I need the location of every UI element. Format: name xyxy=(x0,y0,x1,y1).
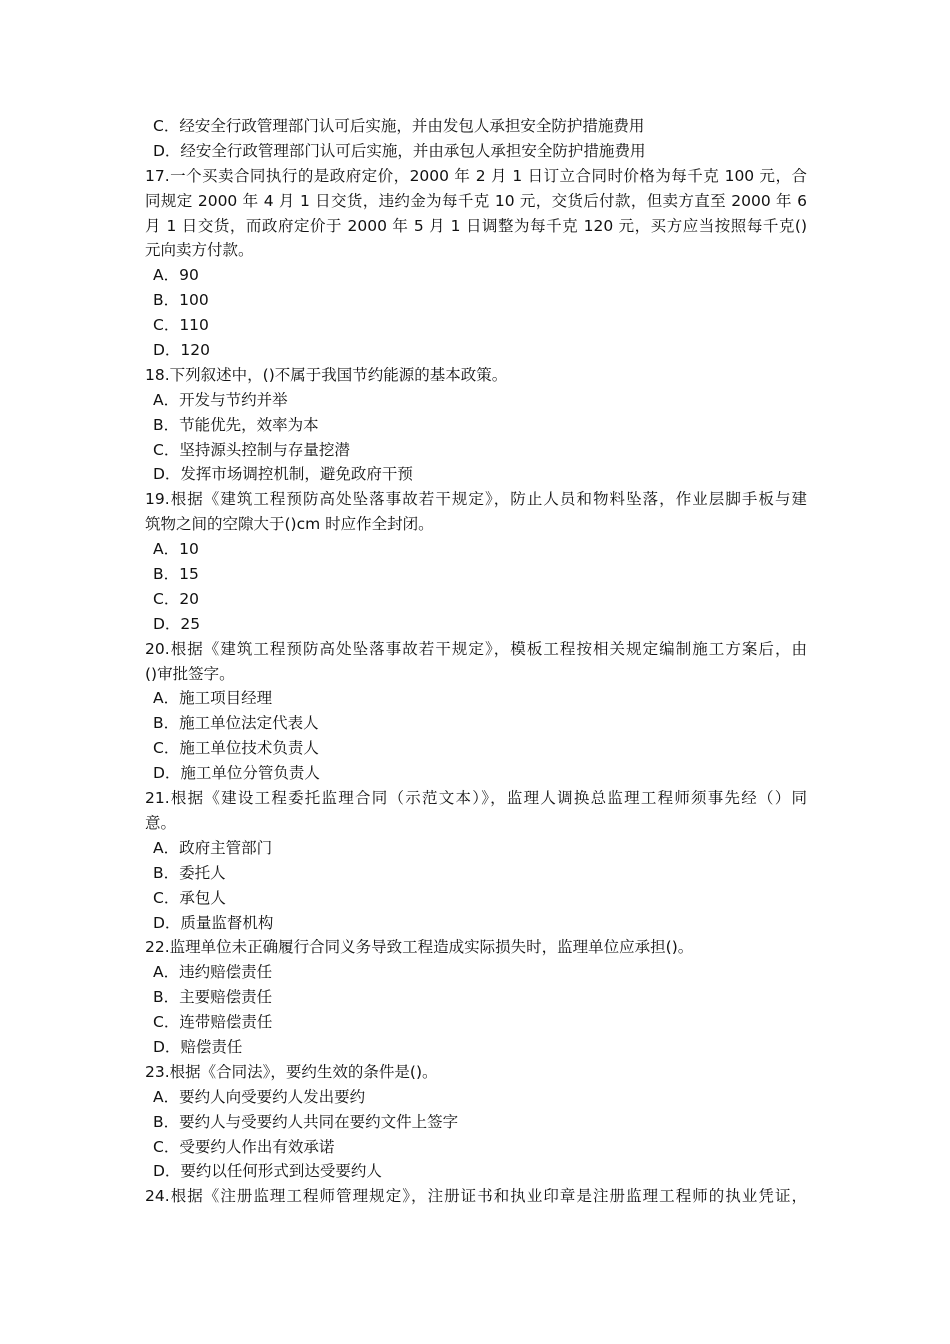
answer-option: A．违约赔偿责任 xyxy=(153,963,273,982)
answer-option: C．110 xyxy=(153,316,209,335)
answer-option: D．质量监督机构 xyxy=(153,913,274,932)
answer-option: D．发挥市场调控机制，避免政府干预 xyxy=(153,465,413,484)
question-text-line: 22.监理单位未正确履行合同义务导致工程造成实际损失时，监理单位应承担()。 xyxy=(145,938,694,957)
answer-option: C．经安全行政管理部门认可后实施，并由发包人承担安全防护措施费用 xyxy=(153,117,645,135)
answer-option: A．90 xyxy=(153,266,199,285)
question-text-line: 意。 xyxy=(145,813,177,832)
answer-option: B．要约人与受要约人共同在要约文件上签字 xyxy=(153,1112,459,1131)
answer-option: C．坚持源头控制与存量挖潜 xyxy=(153,440,350,459)
answer-option: B．15 xyxy=(153,565,199,584)
answer-option: A．10 xyxy=(153,540,199,559)
question-text-line: 20.根据《建筑工程预防高处坠落事故若干规定》，模板工程按相关规定编制施工方案后，由 xyxy=(145,639,807,658)
answer-option: D．要约以任何形式到达受要约人 xyxy=(153,1162,382,1181)
answer-option: A．开发与节约并举 xyxy=(153,390,288,409)
answer-option: B．100 xyxy=(153,291,209,310)
question-text-line: 筑物之间的空隙大于()cm 时应作全封闭。 xyxy=(145,515,434,534)
question-text-line: 18.下列叙述中，()不属于我国节约能源的基本政策。 xyxy=(145,365,508,384)
question-text-line: 21.根据《建设工程委托监理合同（示范文本）》，监理人调换总监理工程师须事先经（）同 xyxy=(145,789,807,808)
answer-option: B．主要赔偿责任 xyxy=(153,988,273,1007)
question-text-line: 19.根据《建筑工程预防高处坠落事故若干规定》，防止人员和物料坠落，作业层脚手板与建 xyxy=(145,490,807,509)
question-text-line: 月 1 日交货，而政府定价于 2000 年 5 月 1 日调整为每千克 120 元，买方应当按照每千克() xyxy=(145,216,807,235)
answer-option: C．连带赔偿责任 xyxy=(153,1013,273,1032)
question-text-line: 24.根据《注册监理工程师管理规定》，注册证书和执业印章是注册监理工程师的执业凭证， xyxy=(145,1187,807,1206)
answer-option: C．承包人 xyxy=(153,888,226,907)
answer-option: B．施工单位法定代表人 xyxy=(153,714,319,733)
answer-option: D．25 xyxy=(153,614,201,633)
answer-option: D．赔偿责任 xyxy=(153,1037,243,1056)
answer-option: B．节能优先，效率为本 xyxy=(153,415,319,434)
answer-option: A．施工项目经理 xyxy=(153,689,273,708)
question-text-line: 17.一个买卖合同执行的是政府定价，2000 年 2 月 1 日订立合同时价格为每千克 100 元，合 xyxy=(145,166,807,185)
question-text-line: 23.根据《合同法》，要约生效的条件是()。 xyxy=(145,1062,438,1081)
answer-option: D．施工单位分管负责人 xyxy=(153,764,320,783)
answer-option: C．20 xyxy=(153,589,200,608)
answer-option: A．政府主管部门 xyxy=(153,838,273,857)
question-text-line: ()审批签字。 xyxy=(145,664,235,683)
answer-option: D．120 xyxy=(153,341,211,360)
question-text-line: 元向卖方付款。 xyxy=(145,241,254,260)
question-text-line: 同规定 2000 年 4 月 1 日交货，违约金为每千克 10 元，交货后付款，但卖方直至 2000 年 6 xyxy=(145,191,807,210)
answer-option: D．经安全行政管理部门认可后实施，并由承包人承担安全防护措施费用 xyxy=(153,141,646,160)
answer-option: B．委托人 xyxy=(153,863,226,882)
answer-option: A．要约人向受要约人发出要约 xyxy=(153,1087,366,1106)
answer-option: C．施工单位技术负责人 xyxy=(153,739,319,758)
answer-option: C．受要约人作出有效承诺 xyxy=(153,1137,335,1156)
